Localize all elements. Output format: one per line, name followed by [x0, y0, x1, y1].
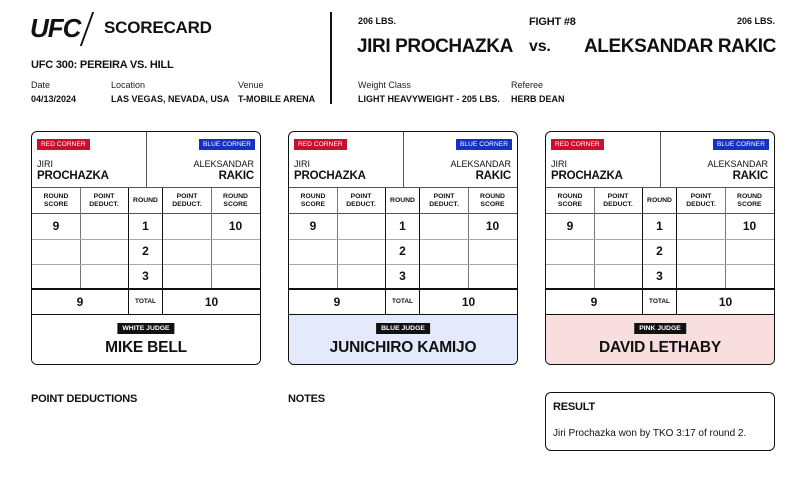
blue-total: 10: [718, 294, 733, 309]
weight-class-value: LIGHT HEAVYWEIGHT - 205 LBS.: [358, 94, 500, 104]
score-cell: 1: [656, 219, 663, 233]
column-header: POINT DEDUCT.: [594, 188, 642, 214]
column-header: ROUND SCORE: [468, 188, 517, 214]
blue-total: 10: [204, 294, 219, 309]
total-label: TOTAL: [128, 289, 163, 314]
blue-corner-badge: BLUE CORNER: [713, 139, 769, 150]
score-cell: [163, 239, 211, 263]
venue-label: Venue: [238, 80, 264, 90]
judge-card: [288, 131, 518, 365]
red-last-name: PROCHAZKA: [294, 170, 366, 182]
column-header: POINT DEDUCT.: [163, 188, 211, 214]
blue-first-name: ALEKSANDAR: [193, 159, 254, 169]
column-header: ROUND SCORE: [546, 188, 594, 214]
score-cell: [725, 239, 774, 263]
red-corner-badge: RED CORNER: [37, 139, 90, 150]
score-cell: [677, 214, 725, 238]
blue-total: 10: [461, 294, 476, 309]
red-first-name: JIRI: [37, 159, 54, 169]
score-cell: [725, 264, 774, 288]
blue-corner-badge: BLUE CORNER: [199, 139, 255, 150]
score-cell: 2: [142, 244, 149, 258]
corner-divider: [146, 132, 147, 188]
score-cell: [80, 239, 128, 263]
score-cell: [80, 264, 128, 288]
blue-last-name: RAKIC: [218, 170, 254, 182]
judge-badge: BLUE JUDGE: [376, 323, 430, 334]
score-cell: [289, 264, 337, 288]
notes-heading: NOTES: [288, 393, 325, 405]
referee-label: Referee: [511, 80, 544, 90]
blue-first-name: ALEKSANDAR: [450, 159, 511, 169]
red-last-name: PROCHAZKA: [551, 170, 623, 182]
referee-value: HERB DEAN: [511, 94, 565, 104]
score-cell: [546, 239, 594, 263]
judge-area: [289, 314, 517, 365]
date-value: 04/13/2024: [31, 94, 77, 104]
column-header: ROUND: [385, 188, 420, 214]
total-label: TOTAL: [642, 289, 677, 314]
score-cell: 1: [399, 219, 406, 233]
score-cell: [468, 264, 517, 288]
score-cell: [80, 214, 128, 238]
score-cell: [211, 239, 260, 263]
score-cell: 9: [309, 219, 317, 233]
judge-name: DAVID LETHABY: [599, 339, 721, 356]
score-cell: [289, 239, 337, 263]
blue-fighter-name: ALEKSANDAR RAKIC: [583, 36, 776, 57]
red-first-name: JIRI: [294, 159, 311, 169]
score-cell: [594, 239, 642, 263]
column-header: ROUND SCORE: [289, 188, 337, 214]
red-total: 9: [333, 294, 341, 309]
judge-badge: WHITE JUDGE: [117, 323, 174, 334]
column-header: ROUND SCORE: [211, 188, 260, 214]
column-header: ROUND: [128, 188, 163, 214]
red-last-name: PROCHAZKA: [37, 170, 109, 182]
red-total: 9: [590, 294, 598, 309]
header-divider: [330, 12, 332, 104]
score-cell: [546, 264, 594, 288]
score-cell: 10: [485, 219, 500, 233]
ufc-logo: UFC: [30, 13, 81, 43]
blue-last-name: RAKIC: [475, 170, 511, 182]
red-corner-badge: RED CORNER: [294, 139, 347, 150]
red-total: 9: [76, 294, 84, 309]
score-cell: 9: [52, 219, 60, 233]
scorecard-title: SCORECARD: [104, 18, 212, 37]
blue-weight: 206 LBS.: [736, 16, 775, 26]
column-header: POINT DEDUCT.: [337, 188, 385, 214]
score-cell: [420, 214, 468, 238]
judge-name: MIKE BELL: [105, 339, 187, 356]
judge-badge: PINK JUDGE: [634, 323, 686, 334]
column-header: ROUND SCORE: [725, 188, 774, 214]
vs-label: vs.: [529, 38, 551, 55]
column-header: ROUND SCORE: [32, 188, 80, 214]
score-cell: 2: [399, 244, 406, 258]
score-cell: [468, 239, 517, 263]
red-first-name: JIRI: [551, 159, 568, 169]
score-cell: [32, 264, 80, 288]
score-cell: 10: [228, 219, 243, 233]
column-header: POINT DEDUCT.: [80, 188, 128, 214]
score-cell: [337, 239, 385, 263]
blue-corner-badge: BLUE CORNER: [456, 139, 512, 150]
score-cell: [32, 239, 80, 263]
location-label: Location: [111, 80, 146, 90]
weight-class-label: Weight Class: [358, 80, 411, 90]
score-cell: [337, 264, 385, 288]
score-cell: [420, 264, 468, 288]
score-cell: 3: [656, 269, 663, 283]
date-label: Date: [31, 80, 51, 90]
score-cell: [337, 214, 385, 238]
corner-divider: [403, 132, 404, 188]
blue-last-name: RAKIC: [732, 170, 768, 182]
logo-divider: [80, 12, 94, 46]
judge-name: JUNICHIRO KAMIJO: [329, 339, 477, 356]
red-corner-badge: RED CORNER: [551, 139, 604, 150]
column-header: POINT DEDUCT.: [677, 188, 725, 214]
column-header: ROUND: [642, 188, 677, 214]
event-name: UFC 300: PEREIRA VS. HILL: [31, 59, 174, 71]
judge-card: [545, 131, 775, 365]
red-fighter-name: JIRI PROCHAZKA: [357, 36, 513, 57]
score-cell: 3: [142, 269, 149, 283]
column-header: POINT DEDUCT.: [420, 188, 468, 214]
judge-card: [31, 131, 261, 365]
judge-area: [32, 314, 260, 365]
red-weight: 206 LBS.: [358, 16, 397, 26]
judge-area: [546, 314, 774, 365]
blue-first-name: ALEKSANDAR: [707, 159, 768, 169]
score-cell: [163, 264, 211, 288]
score-cell: [677, 239, 725, 263]
total-label: TOTAL: [385, 289, 420, 314]
score-cell: 3: [399, 269, 406, 283]
score-cell: [594, 214, 642, 238]
score-cell: 9: [566, 219, 574, 233]
result-text: Jiri Prochazka won by TKO 3:17 of round 2.: [553, 428, 747, 439]
score-cell: [163, 214, 211, 238]
fight-number: FIGHT #8: [529, 16, 576, 28]
point-deductions-heading: POINT DEDUCTIONS: [31, 393, 138, 405]
score-cell: 1: [142, 219, 149, 233]
score-cell: [211, 264, 260, 288]
score-cell: [420, 239, 468, 263]
score-cell: 10: [742, 219, 757, 233]
score-cell: 2: [656, 244, 663, 258]
venue-value: T-MOBILE ARENA: [238, 94, 316, 104]
location-value: LAS VEGAS, NEVADA, USA: [111, 94, 230, 104]
score-cell: [677, 264, 725, 288]
result-heading: RESULT: [553, 401, 595, 413]
corner-divider: [660, 132, 661, 188]
score-cell: [594, 264, 642, 288]
